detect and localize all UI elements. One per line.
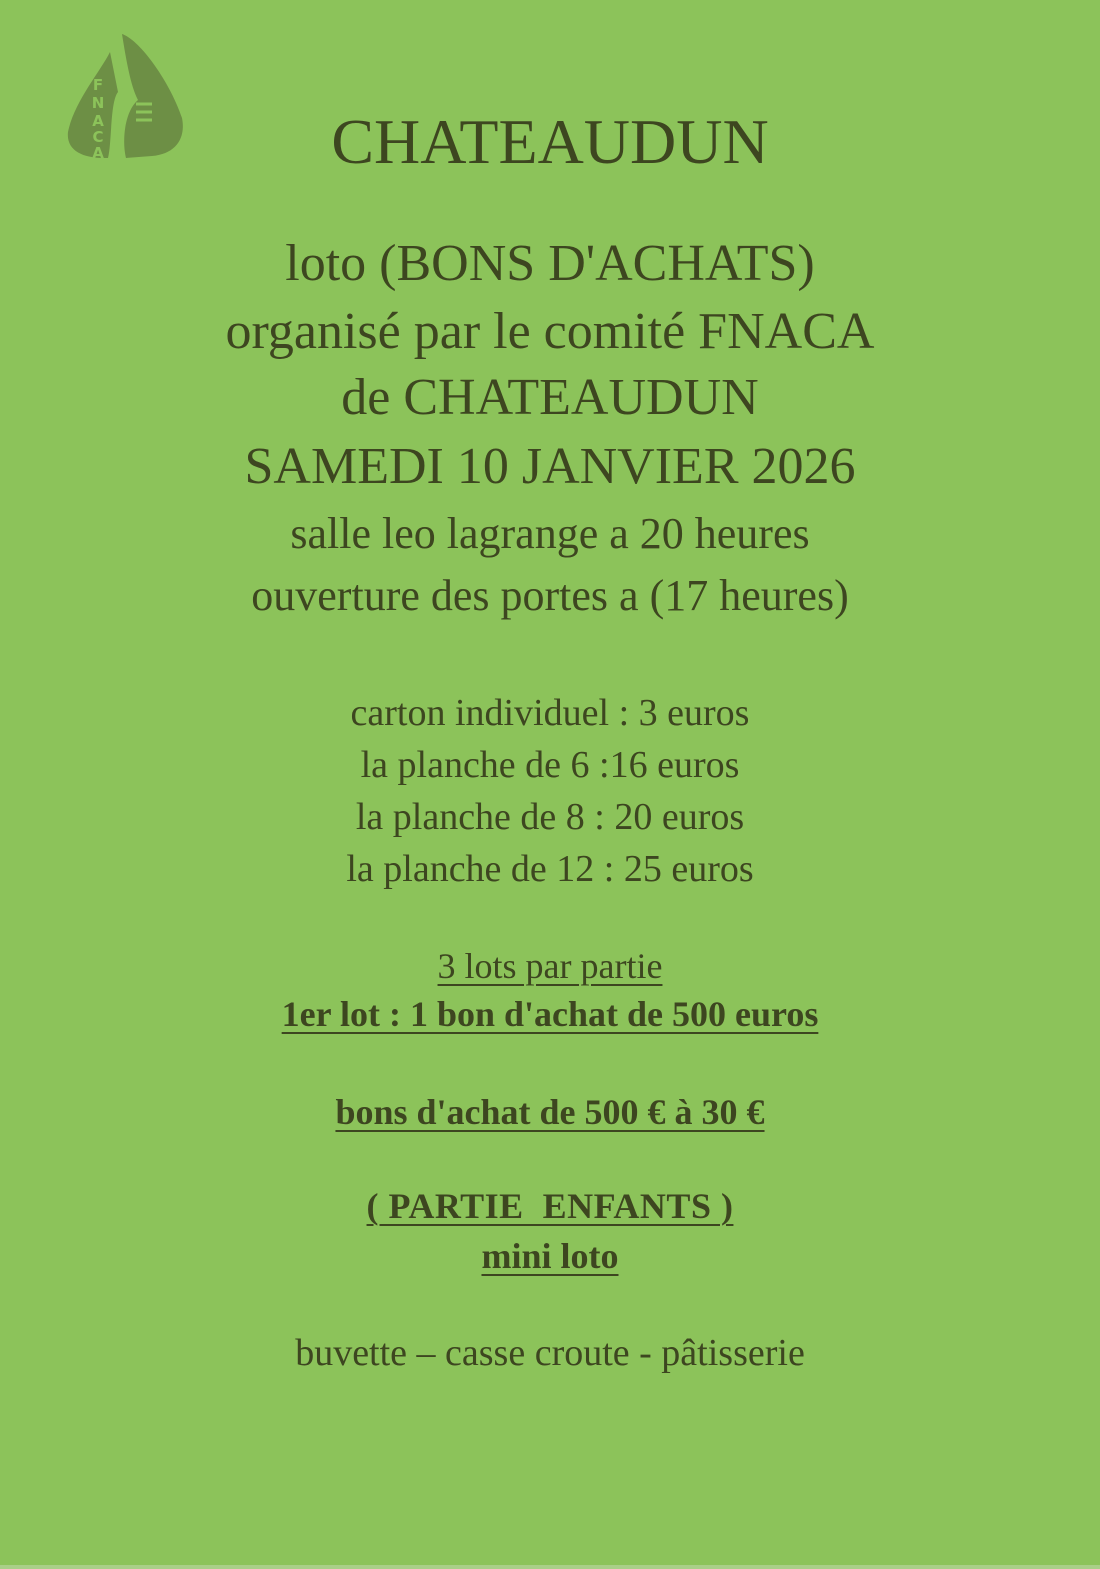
svg-text:F: F	[92, 76, 104, 94]
event-doors-open: ouverture des portes a (17 heures)	[251, 571, 849, 620]
svg-text:C: C	[92, 128, 104, 146]
first-prize-text: 1er lot : 1 bon d'achat de 500 euros	[281, 994, 819, 1034]
kids-game-subtitle	[0, 1238, 1100, 1274]
kids-game-subtitle-text: mini loto	[481, 1236, 619, 1276]
scan-edge	[0, 1565, 1100, 1569]
first-prize	[0, 996, 1100, 1032]
price-item: la planche de 8 : 20 euros	[355, 796, 745, 838]
vouchers-range-text: bons d'achat de 500 € à 30 €	[335, 1092, 765, 1132]
vouchers-range	[0, 1094, 1100, 1130]
page-title: CHATEAUDUN	[331, 106, 769, 177]
event-title: loto (BONS D'ACHATS)	[285, 235, 815, 292]
svg-text:A: A	[92, 112, 104, 130]
price-item: la planche de 6 :16 euros	[360, 744, 740, 786]
price-item: la planche de 12 : 25 euros	[346, 848, 754, 890]
event-organizer: organisé par le comité FNACA	[225, 303, 875, 360]
lots-per-game-text: 3 lots par partie	[437, 946, 663, 986]
event-venue: salle leo lagrange a 20 heures	[290, 509, 810, 558]
kids-game-title	[0, 1188, 1100, 1224]
event-date: SAMEDI 10 JANVIER 2026	[244, 438, 856, 495]
kids-game-title-text: ( PARTIE ENFANTS )	[366, 1186, 734, 1226]
svg-text:N: N	[91, 94, 105, 112]
lots-per-game	[0, 948, 1100, 984]
price-item: carton individuel : 3 euros	[350, 692, 750, 734]
amenities: buvette – casse croute - pâtisserie	[295, 1332, 805, 1374]
svg-text:A: A	[92, 144, 104, 162]
event-town: de CHATEAUDUN	[341, 369, 759, 426]
